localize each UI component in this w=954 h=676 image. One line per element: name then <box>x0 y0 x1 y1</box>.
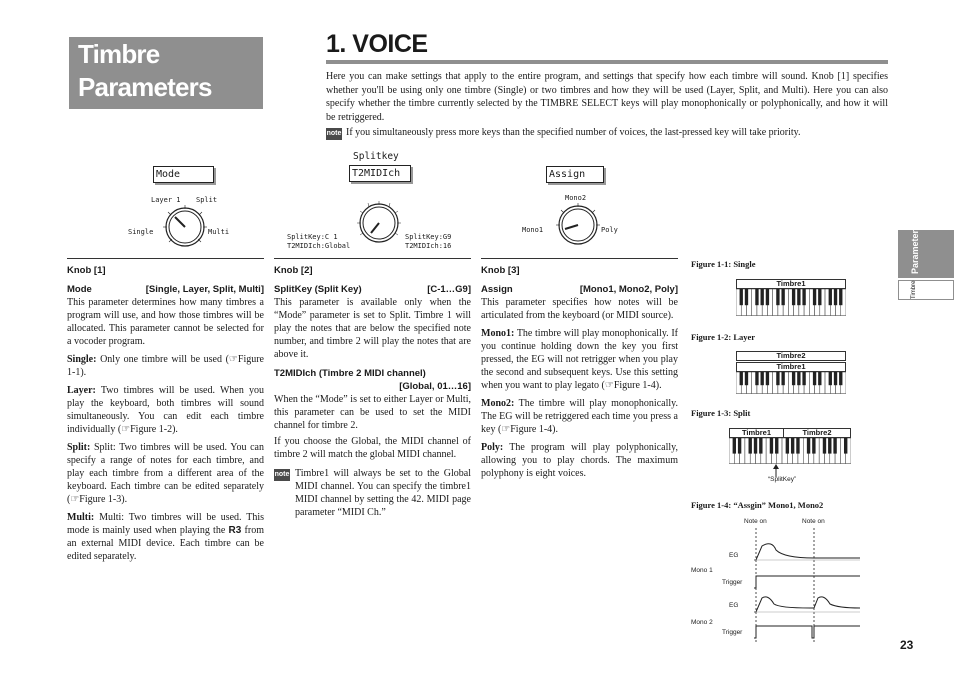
splitkey-param-row <box>274 283 471 296</box>
black-key <box>775 438 778 454</box>
keyboard-keys <box>736 372 846 394</box>
fig4-eg-label-2: EG <box>729 602 739 609</box>
assign-knob-icon <box>553 201 603 247</box>
r3-logo: R3 <box>228 525 242 536</box>
black-key <box>829 289 832 305</box>
fig2-bar-timbre1: Timbre1 <box>736 362 846 372</box>
t2midich-desc-a: When the “Mode” is set to either Layer or Multi, this parameter can be used to set the MIDI channel for timbre 2. <box>274 394 471 431</box>
black-key <box>755 289 758 305</box>
knob1-heading: Knob [1] <box>67 265 106 276</box>
col-splitkey <box>274 264 471 519</box>
assign-mono1-text: The timbre will play monophonically. If you continue holding down the key you first pressed, the EG will not retrigger when you play the second and subsequent keys. Use this setting when you want to play legato (☞Figure 1-4). <box>481 328 678 391</box>
mode-single <box>67 353 264 379</box>
note-icon: note <box>326 128 342 140</box>
mode-split-text: Split: Two timbres will be used. You can specify a range of notes for each timbre, and play each timbre from a different area of the keyboard. Each timbre can be edited separately (☞Figure 1-3). <box>67 442 264 505</box>
fig4-noteon-2: Note on <box>802 518 825 525</box>
black-key <box>839 289 842 305</box>
col1-rule <box>67 258 264 259</box>
black-key <box>813 372 816 385</box>
mode-layer-text: Two timbres will be used. When you play the keyboard, both timbres will sound simultaneously. You can edit each timbre individually (☞Figure 1-2). <box>67 385 264 435</box>
assign-param-name: Assign <box>481 284 513 295</box>
fig3-bar-timbre1: Timbre1 <box>729 428 784 438</box>
t2midich-desc-b: If you choose the Global, the MIDI channel of timbre 2 will match the global MIDI channel. <box>274 436 471 460</box>
black-key <box>733 438 736 454</box>
mode-layer-term: Layer: <box>67 385 96 396</box>
fig4-caption: Figure 1-4: “Assgin” Mono1, Mono2 <box>691 500 824 510</box>
mode-layer <box>67 384 264 436</box>
assign-lcd: Assign <box>546 166 604 183</box>
section-intro: Here you can make settings that apply to the entire program, and settings that specify how each timbre will sound. Knob [1] specifies whether you'll be using only one timbre (Single) or two timbres and how they will be used (Layer, Split, and Multi). Here you can also specify whether the timbre currently selected by the TIMBRE SELECT keys will play monophonically or polyphonically, and how it will be retriggered. <box>326 71 888 123</box>
col3-rule <box>481 258 678 259</box>
page-number: 23 <box>900 638 914 652</box>
black-key <box>818 372 821 385</box>
black-key <box>745 372 748 385</box>
assign-label-poly: Poly <box>601 226 618 234</box>
t2midich-param-name: T2MIDIch (Timbre 2 MIDI channel) <box>274 368 426 379</box>
black-key <box>813 289 816 305</box>
black-key <box>766 289 769 305</box>
splitkey-knob-icon <box>354 199 404 245</box>
mode-desc: This parameter determines how many timbres a program will use, and how those timbres will be allocated. This parameter cannot be selected for a vocoder program. <box>67 297 264 347</box>
assign-poly-term: Poly: <box>481 442 504 453</box>
note-icon: note <box>274 469 290 481</box>
black-key <box>812 438 815 454</box>
side-tab-sub <box>898 280 954 300</box>
assign-poly-text: The program will play polyphonically, allowing you to play chords. The maximum polyphony is eight voices. <box>481 442 678 479</box>
black-key <box>749 438 752 454</box>
t2midich-note <box>274 467 471 519</box>
mode-multi-term: Multi: <box>67 512 95 523</box>
splitkey-label-min: SplitKey:C 1 <box>287 233 338 241</box>
t2midich-label-min: T2MIDIch:Global <box>287 242 351 250</box>
fig1-caption: Figure 1-1: Single <box>691 259 756 269</box>
splitkey-title: Splitkey <box>353 151 399 162</box>
black-key <box>792 289 795 305</box>
splitkey-desc: This parameter is available only when the “Mode” parameter is set to Split. Timbre 1 will play the notes that are below the specified note number, and timbre 2 will play the notes that are above it. <box>274 297 471 360</box>
splitkey-label-max: SplitKey:G9 <box>405 233 452 241</box>
side-tab-label-2: Timbre <box>911 280 917 299</box>
fig4-eg-diagram <box>744 528 862 644</box>
side-tab-label-1: Parameters <box>910 224 920 274</box>
black-key <box>761 289 764 305</box>
keyboard-keys <box>736 289 846 316</box>
fig4-eg-label-1: EG <box>729 552 739 559</box>
knob3-heading: Knob [3] <box>481 265 520 276</box>
fig4-mono1-label: Mono 1 <box>691 567 713 574</box>
black-key <box>791 438 794 454</box>
black-key <box>829 372 832 385</box>
assign-label-mono1: Mono1 <box>522 226 544 234</box>
assign-poly <box>481 441 678 480</box>
assign-desc: This parameter specifies how notes will be articulated from the keyboard (or MIDI source). <box>481 297 678 321</box>
mode-label-split: Split <box>196 196 218 204</box>
black-key <box>792 372 795 385</box>
black-key <box>740 289 743 305</box>
mode-param-range: [Single, Layer, Split, Multi] <box>145 284 264 295</box>
col2-rule <box>274 258 471 259</box>
black-key <box>807 438 810 454</box>
splitkey-lcd: T2MIDIch <box>349 165 411 182</box>
black-key <box>781 289 784 305</box>
fig4-trigger-label-2: Trigger <box>722 629 743 636</box>
mode-multi-text-a: Multi: Two timbres will be used. This mode is mainly used when playing the <box>67 512 264 536</box>
assign-mono2-term: Mono2: <box>481 398 515 409</box>
fig2-bar-timbre2: Timbre2 <box>736 351 846 361</box>
side-tab <box>898 224 954 278</box>
black-key <box>818 289 821 305</box>
fig3-keyboard <box>729 438 851 464</box>
splitkey-param-name: SplitKey (Split Key) <box>274 284 362 295</box>
black-key <box>823 438 826 454</box>
mode-single-term: Single: <box>67 354 97 365</box>
section-title: 1. VOICE <box>326 30 428 58</box>
black-key <box>833 438 836 454</box>
black-key <box>797 289 800 305</box>
t2midich-label-max: T2MIDIch:16 <box>405 242 452 250</box>
black-key <box>834 289 837 305</box>
black-key <box>766 372 769 385</box>
black-key <box>740 372 743 385</box>
black-key <box>834 372 837 385</box>
splitkey-param-range: [C-1…G9] <box>427 284 471 295</box>
fig1-keyboard <box>736 289 846 316</box>
mode-split <box>67 441 264 506</box>
mode-split-term: Split: <box>67 442 91 453</box>
assign-mono2-text: The timbre will play monophonically. The EG will be retriggered each time you press a key (☞Figure 1-4). <box>481 398 678 435</box>
black-key <box>776 289 779 305</box>
fig4-noteon-1: Note on <box>744 518 767 525</box>
black-key <box>738 438 741 454</box>
assign-param-row <box>481 283 678 296</box>
section-note: If you simultaneously press more keys than the specified number of voices, the last-pressed key will take priority. <box>346 127 801 138</box>
chapter-title-line1: Timbre <box>78 39 160 69</box>
black-key <box>802 289 805 305</box>
assign-mono2 <box>481 397 678 436</box>
black-key <box>755 372 758 385</box>
black-key <box>759 438 762 454</box>
t2midich-note-text: Timbre1 will always be set to the Global MIDI channel. You can specify the timbre1 MIDI channel by setting the 42. MIDI page parameter “MIDI Ch.” <box>295 468 471 518</box>
black-key <box>796 438 799 454</box>
black-key <box>786 438 789 454</box>
fig3-bar-timbre2: Timbre2 <box>783 428 851 438</box>
fig4-mono2-label: Mono 2 <box>691 619 713 626</box>
black-key <box>828 438 831 454</box>
fig3-caption: Figure 1-3: Split <box>691 408 751 418</box>
mode-label-single: Single <box>128 228 154 236</box>
black-key <box>770 438 773 454</box>
chapter-title-box <box>69 37 263 109</box>
fig4-trigger-label-1: Trigger <box>722 579 743 586</box>
black-key <box>839 372 842 385</box>
black-key <box>754 438 757 454</box>
assign-mono1-term: Mono1: <box>481 328 515 339</box>
t2midich-param-range: [Global, 01…16] <box>399 381 471 392</box>
black-key <box>802 372 805 385</box>
mode-param-row <box>67 283 264 296</box>
section-rule <box>326 60 888 64</box>
assign-label-mono2: Mono2 <box>565 194 587 202</box>
assign-mono1 <box>481 327 678 392</box>
mode-param-name: Mode <box>67 284 92 295</box>
fig2-keyboard <box>736 372 846 394</box>
black-key <box>776 372 779 385</box>
black-key <box>844 438 847 454</box>
black-key <box>781 372 784 385</box>
black-key <box>797 372 800 385</box>
mode-multi-text-b: from an external MIDI device. Each timbre can be edited separately. <box>67 525 264 562</box>
col-assign <box>481 264 678 480</box>
mode-knob-icon <box>160 203 210 249</box>
mode-label-multi: Multi <box>208 228 230 236</box>
mode-label-layer: Layer 1 <box>151 196 181 204</box>
black-key <box>745 289 748 305</box>
col-mode <box>67 264 264 563</box>
fig2-caption: Figure 1-2: Layer <box>691 332 756 342</box>
fig3-splitkey-label: “SplitKey” <box>768 476 797 483</box>
assign-param-range: [Mono1, Mono2, Poly] <box>579 284 678 295</box>
mode-multi <box>67 511 264 563</box>
keyboard-keys <box>729 438 851 464</box>
mode-single-text: Only one timbre will be used (☞Figure 1-1). <box>67 354 264 378</box>
fig1-bar-timbre1: Timbre1 <box>736 279 846 289</box>
chapter-title-line2: Parameters <box>78 72 212 102</box>
knob2-heading: Knob [2] <box>274 265 313 276</box>
mode-lcd: Mode <box>153 166 214 183</box>
black-key <box>761 372 764 385</box>
